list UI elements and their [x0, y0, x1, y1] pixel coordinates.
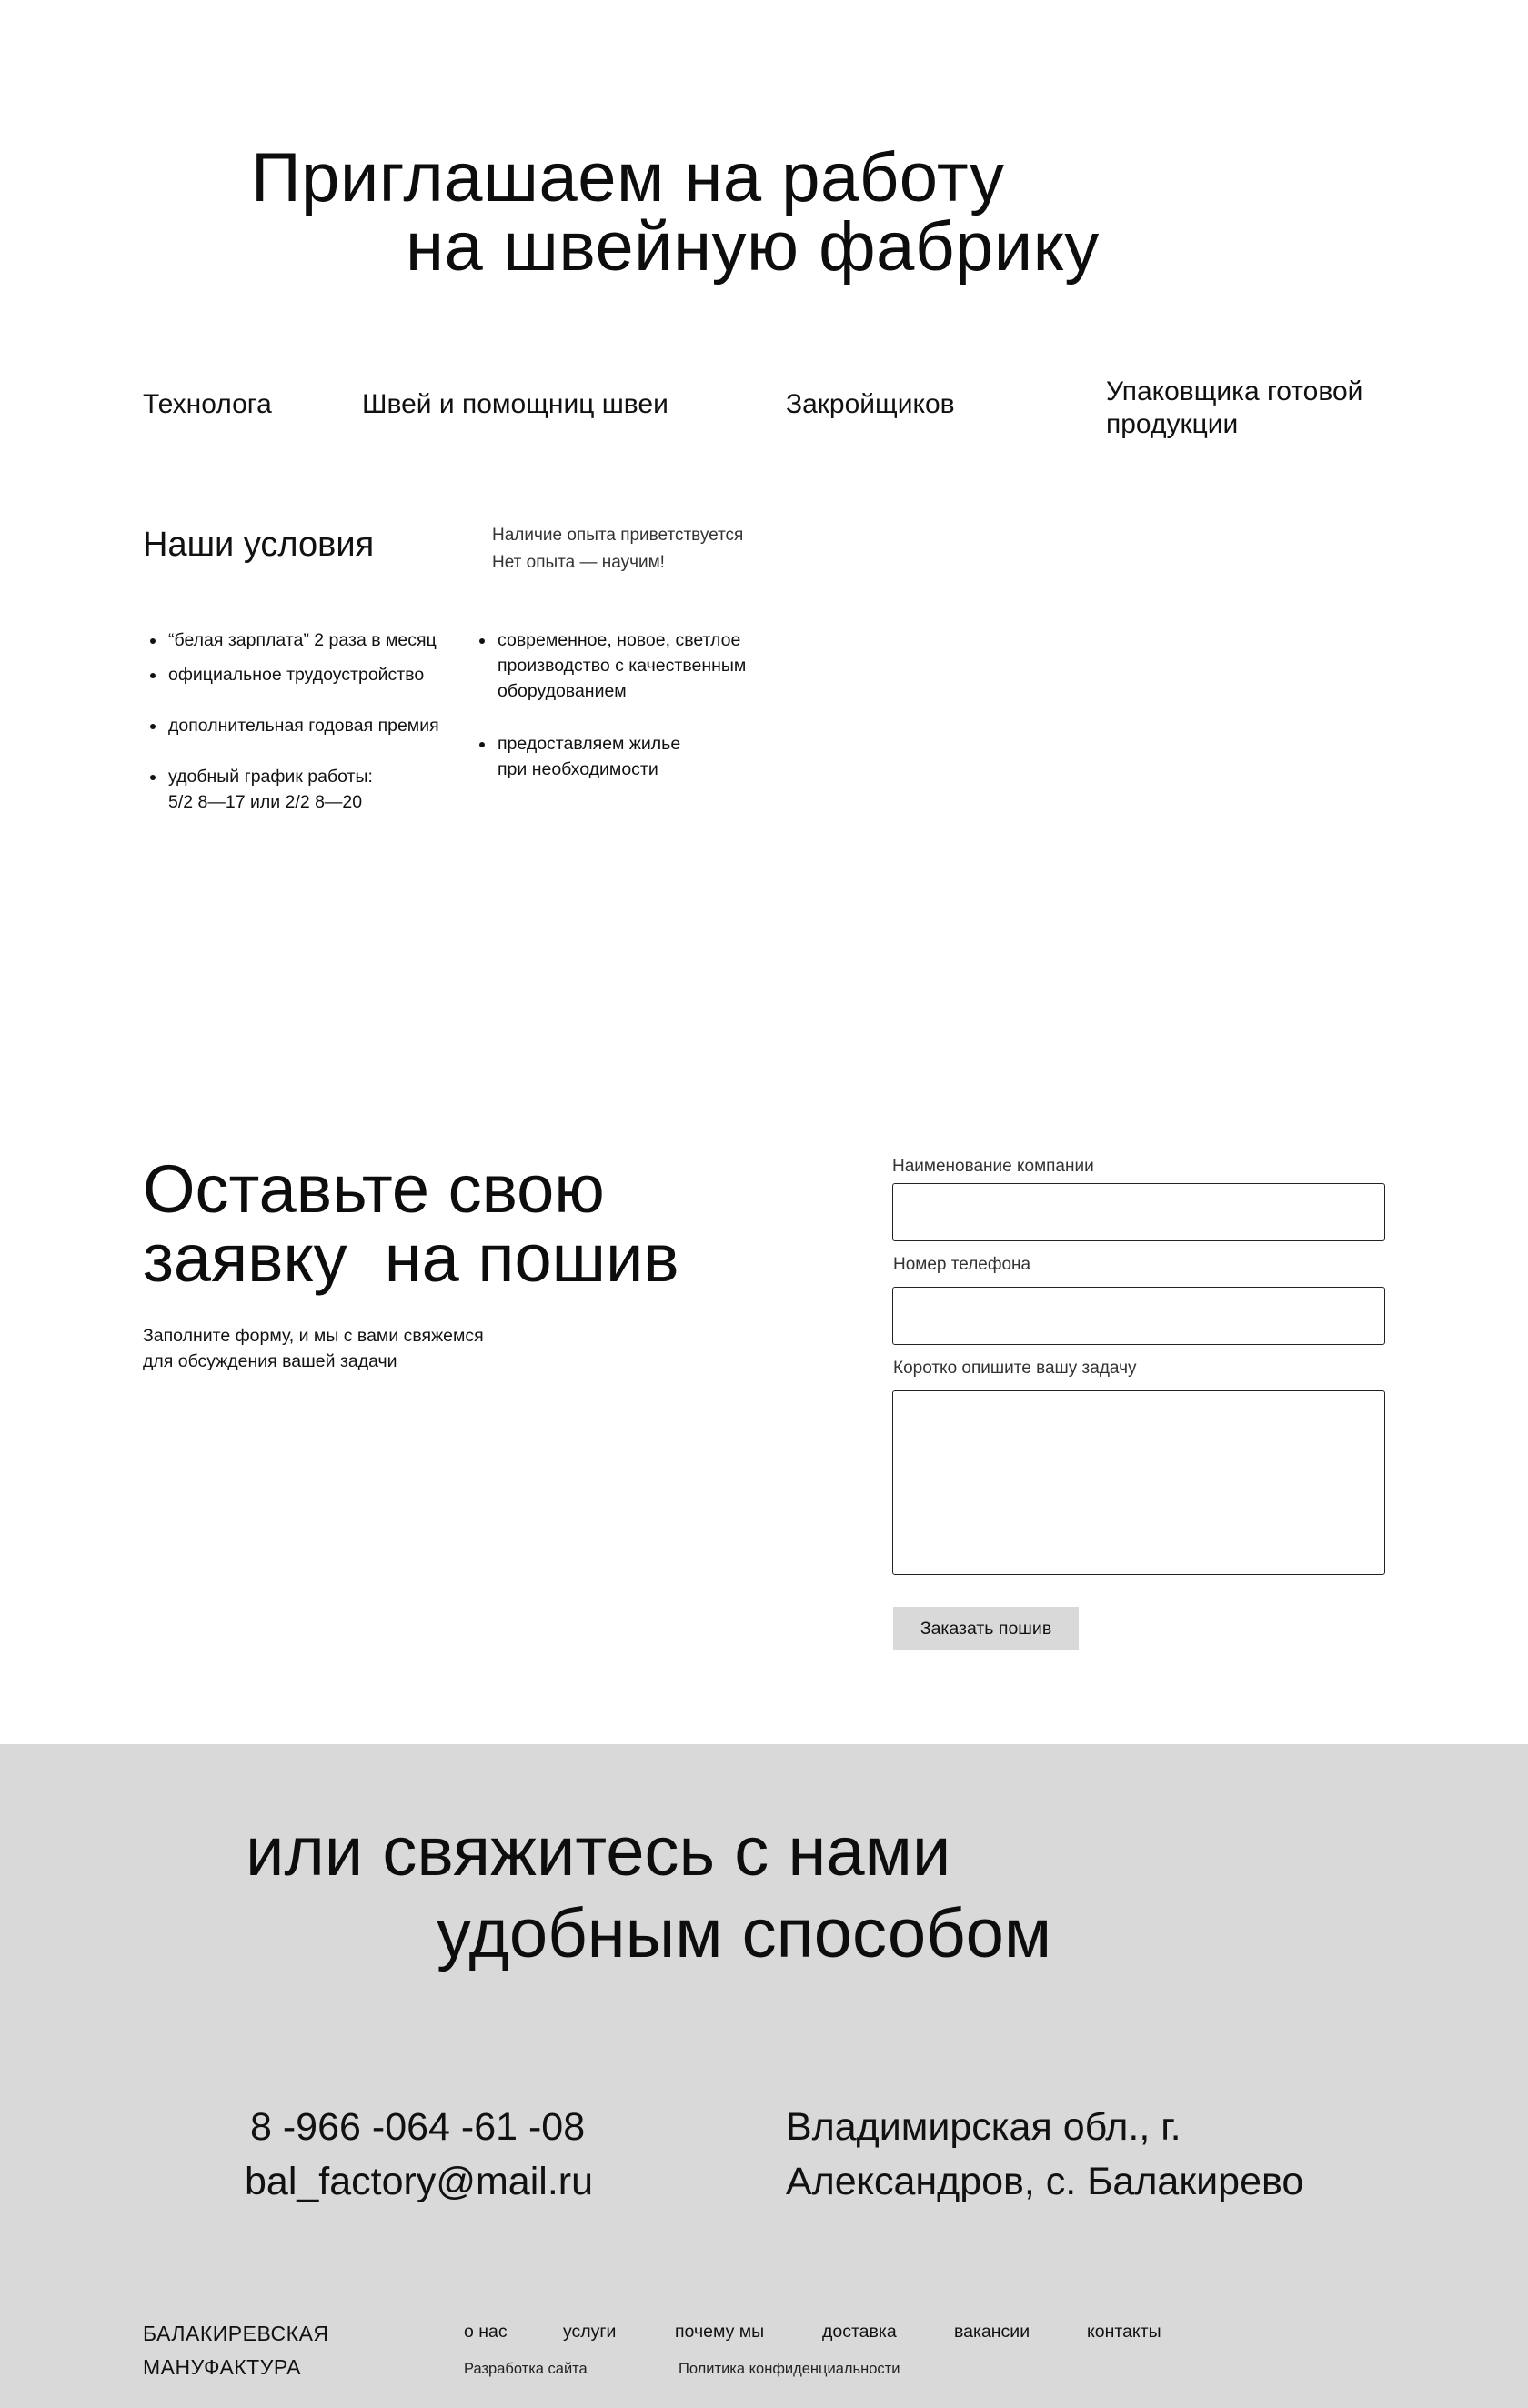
conditions-list-left [143, 627, 470, 815]
list-item: удобный график работы: 5/2 8—17 или 2/2 8—20 [143, 764, 470, 815]
phone-input[interactable] [892, 1287, 1385, 1345]
hero-title-line1: Приглашаем на работу [251, 139, 1005, 216]
vacancy-technologist: Технолога [143, 389, 272, 419]
nav-vacancies[interactable]: вакансии [954, 2322, 1030, 2342]
nav-delivery[interactable]: доставка [822, 2322, 897, 2342]
phone-label: Номер телефона [893, 1255, 1031, 1274]
task-textarea[interactable] [892, 1390, 1385, 1575]
list-item: официальное трудоустройство [143, 662, 470, 687]
experience-note: Наличие опыта приветствуется [492, 526, 744, 545]
contacts-title-line1: или свяжитесь с нами [246, 1813, 951, 1891]
company-input[interactable] [892, 1183, 1385, 1241]
privacy-policy-link[interactable]: Политика конфиденциальности [679, 2361, 900, 2377]
nav-why-us[interactable]: почему мы [675, 2322, 765, 2342]
logo-line1: БАЛАКИРЕВСКАЯ [143, 2322, 329, 2345]
email-link[interactable]: bal_factory@mail.ru [245, 2160, 594, 2203]
order-title-line1: Оставьте свою [143, 1151, 605, 1227]
vacancy-cutter: Закройщиков [786, 389, 955, 419]
order-title-line2: заявку на пошив [143, 1220, 679, 1296]
training-note: Нет опыта — научим! [492, 553, 665, 572]
vacancy-seamstress: Швей и помощниц швеи [362, 389, 668, 419]
logo-line2: МАНУФАКТУРА [143, 2355, 301, 2379]
phone-link[interactable]: 8 -966 -064 -61 -08 [250, 2105, 586, 2149]
contacts-title-line2: удобным способом [437, 1895, 1052, 1972]
site-development-link[interactable]: Разработка сайта [464, 2361, 588, 2377]
list-item: “белая зарплата” 2 раза в месяц [143, 627, 470, 653]
list-item: предоставляем жилье при необходимости [472, 731, 781, 782]
vacancy-packer: Упаковщика готовой продукции [1106, 376, 1363, 439]
company-label: Наименование компании [892, 1157, 1094, 1176]
address-line1: Владимирская обл., г. [786, 2105, 1181, 2149]
conditions-list-right [472, 627, 781, 782]
list-item: современное, новое, светлое производство с качественным оборудованием [472, 627, 781, 704]
task-label: Коротко опишите вашу задачу [893, 1359, 1137, 1378]
address-line2: Александров, с. Балакирево [786, 2160, 1304, 2203]
order-submit-button[interactable]: Заказать пошив [893, 1607, 1079, 1650]
nav-contacts[interactable]: контакты [1087, 2322, 1161, 2342]
nav-services[interactable]: услуги [563, 2322, 617, 2342]
conditions-title: Наши условия [143, 526, 375, 564]
nav-about[interactable]: о нас [464, 2322, 508, 2342]
list-item: дополнительная годовая премия [143, 713, 470, 738]
contacts-section [0, 1744, 1528, 2408]
logo[interactable] [143, 2317, 329, 2384]
order-description: Заполните форму, и мы с вами свяжемся для обсуждения вашей задачи [143, 1326, 484, 1371]
hero-title-line2: на швейную фабрику [406, 208, 1100, 286]
